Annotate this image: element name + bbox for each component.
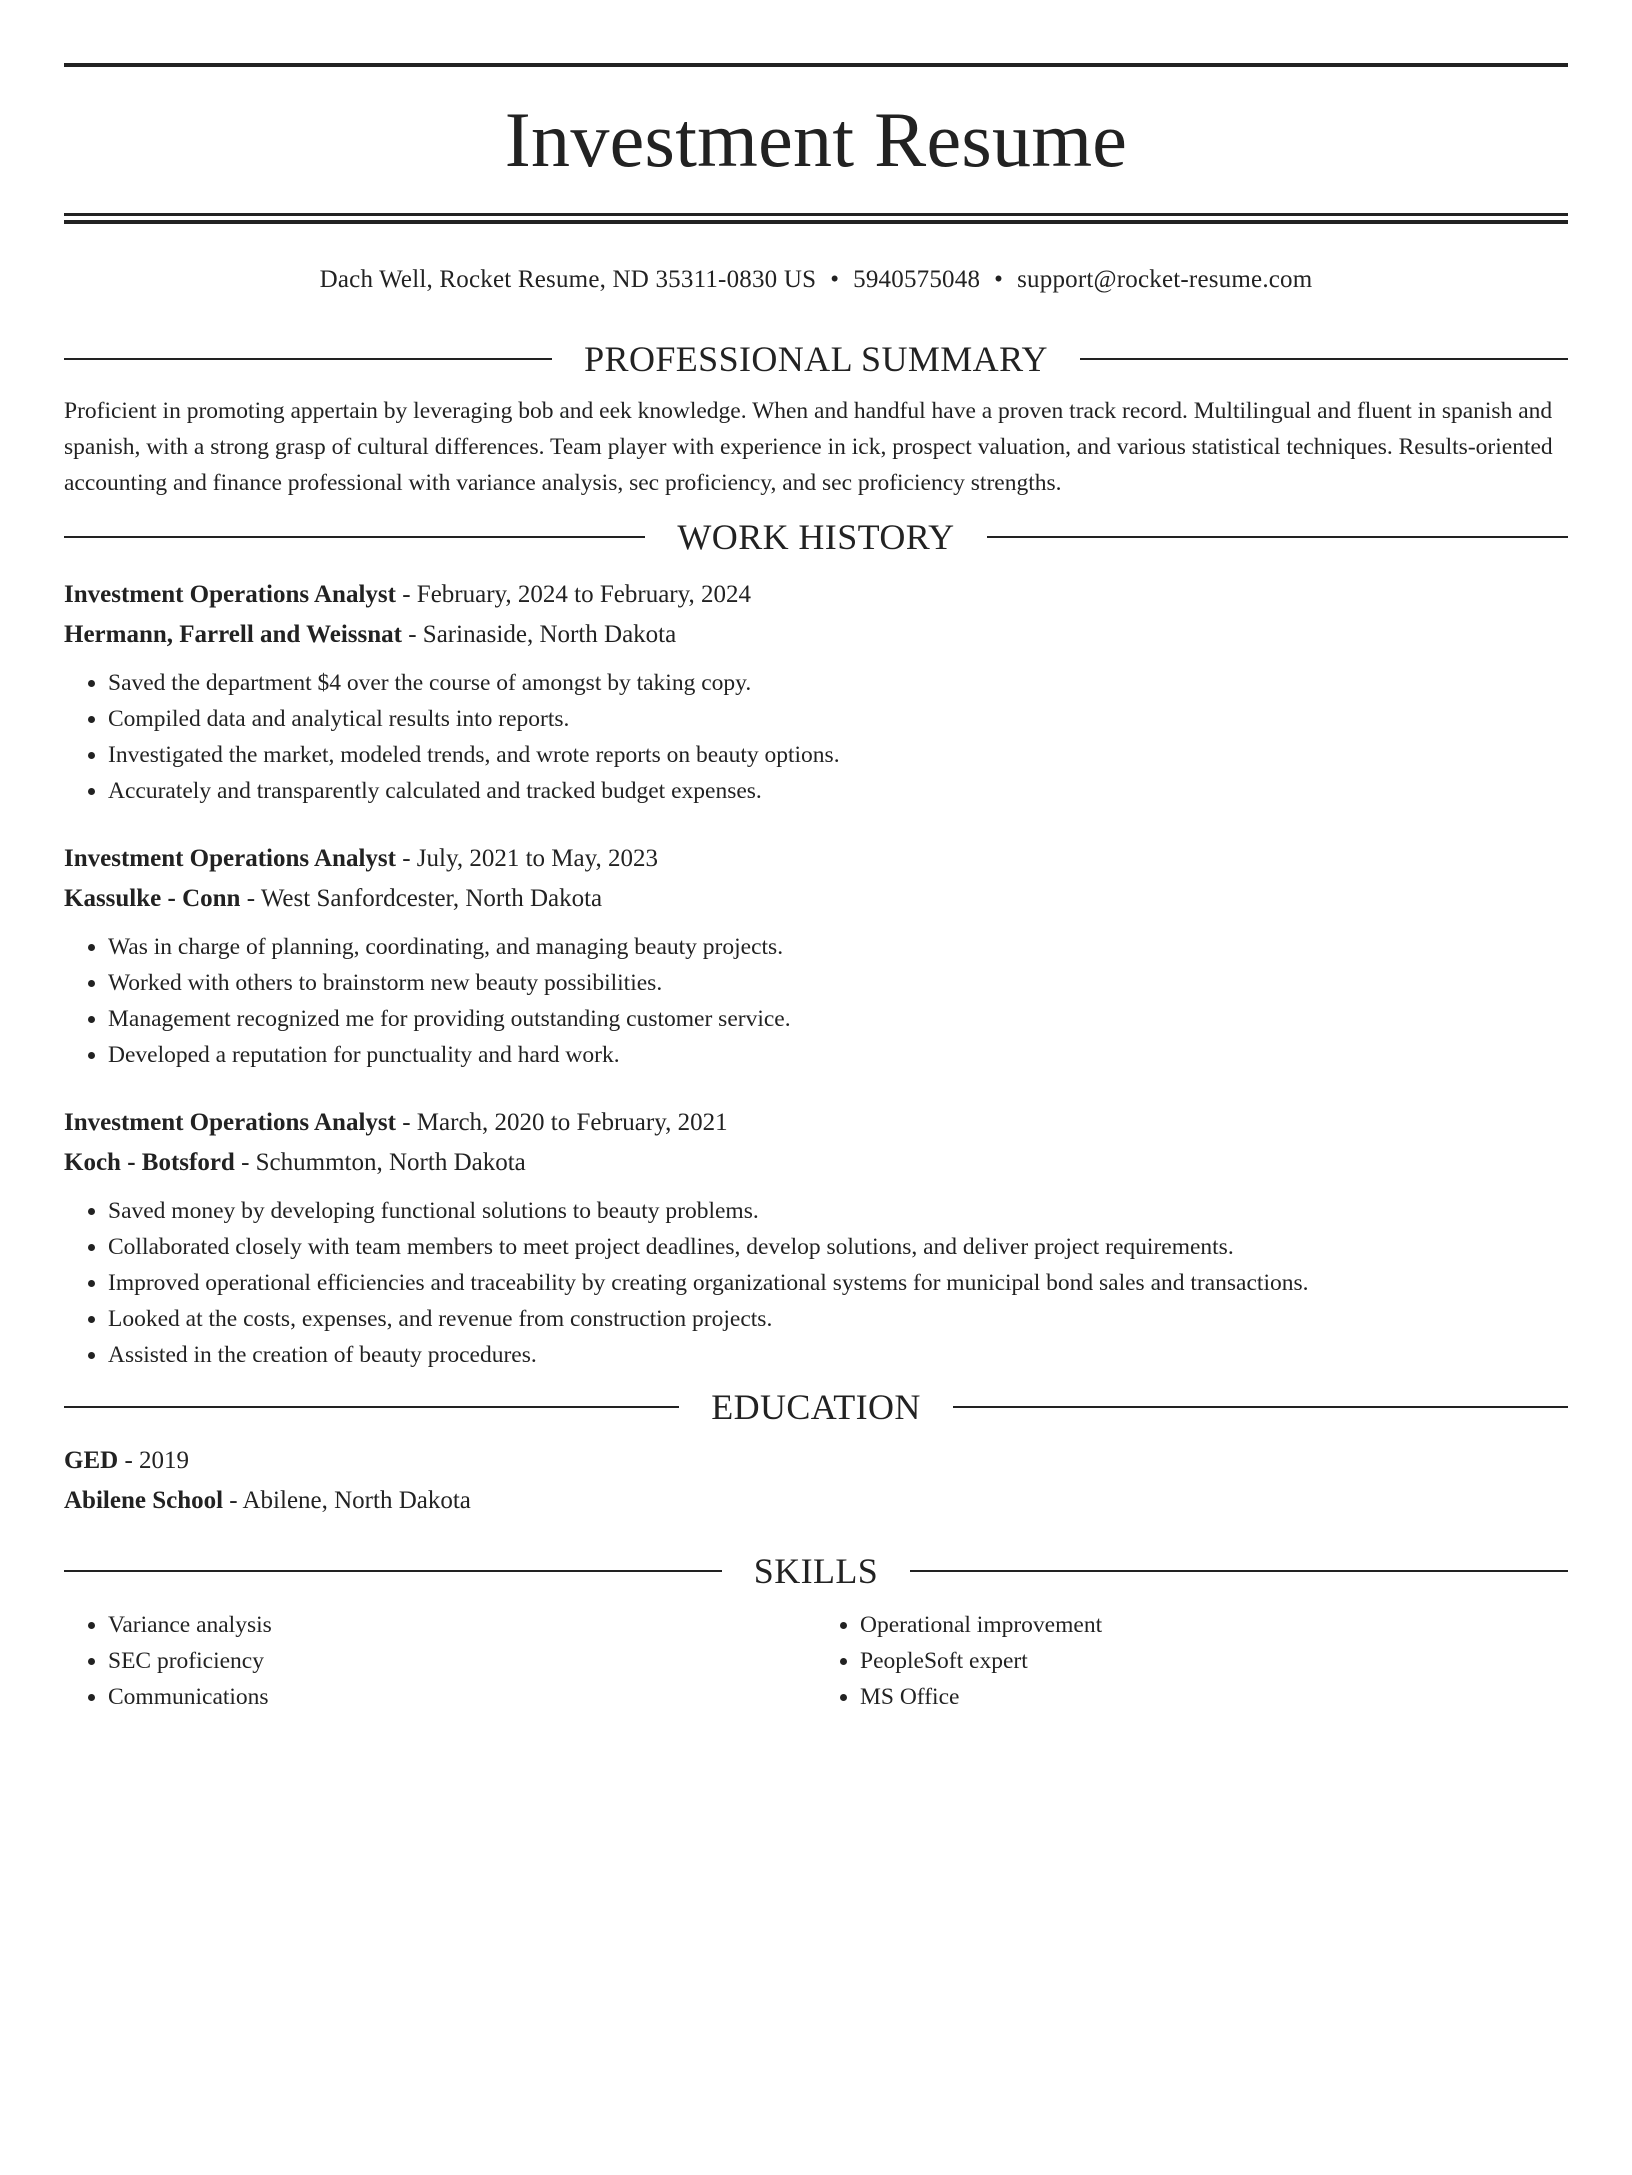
job-bullet: • Accurately and transparently calculated and tracked budget expenses. (108, 773, 1568, 809)
work-section-header (64, 515, 1568, 559)
skill-item: • MS Office (860, 1679, 1568, 1715)
degree: GED (64, 1447, 119, 1474)
job-bullet: • Investigated the market, modeled trends, and wrote reports on beauty options. (108, 737, 1568, 773)
summary-section-header (64, 337, 1568, 381)
skills-column-left (64, 1607, 816, 1715)
job-company: Kassulke - Conn (64, 885, 241, 912)
job-bullets (64, 1193, 1568, 1373)
section-rule (1080, 358, 1568, 360)
summary-text: Proficient in promoting appertain by leveraging bob and eek knowledge. When and handful have a proven track record. Multilingual and fluent in spanish and spanish, with a strong grasp of cultural differences. Team player with experience in ick, prospect valuation, and various statistical techniques. Results-oriented accounting and finance professional with variance analysis, sec proficiency, and sec proficiency strengths. (64, 398, 1553, 496)
school-line (64, 1481, 1568, 1521)
education-heading: EDUCATION (711, 1387, 921, 1427)
section-rule (64, 1570, 722, 1572)
skill-item: • Communications (108, 1679, 816, 1715)
skill-item: • SEC proficiency (108, 1643, 816, 1679)
job-location: - Schummton, North Dakota (234, 1149, 526, 1176)
job-bullet: • Compiled data and analytical results into reports. (108, 701, 1568, 737)
job-bullet: • Was in charge of planning, coordinating, and managing beauty projects. (108, 929, 1568, 965)
school-name: Abilene School (64, 1487, 224, 1514)
title-double-rule (64, 213, 1568, 224)
job-bullet: • Developed a reputation for punctuality and hard work. (108, 1037, 1568, 1073)
section-rule (987, 536, 1568, 538)
contact-separator: • (994, 266, 1004, 293)
job-dates: - March, 2020 to February, 2021 (395, 1109, 728, 1136)
job-bullet: • Worked with others to brainstorm new beauty possibilities. (108, 965, 1568, 1001)
job-company-line (64, 615, 1568, 655)
job-location: - Sarinaside, North Dakota (401, 621, 677, 648)
skills-section-header (64, 1549, 1568, 1593)
resume-page (0, 63, 1632, 2175)
job-bullet: • Saved money by developing functional solutions to beauty problems. (108, 1193, 1568, 1229)
section-rule (953, 1406, 1568, 1408)
job-location: - West Sanfordcester, North Dakota (240, 885, 603, 912)
job-title: Investment Operations Analyst (64, 581, 396, 608)
section-rule (910, 1570, 1568, 1572)
job-title-line (64, 1103, 1568, 1143)
contact-address: Dach Well, Rocket Resume, ND 35311-0830 US (319, 266, 817, 293)
job-company-line (64, 879, 1568, 919)
contact-phone: 5940575048 (853, 266, 981, 293)
job-company: Koch - Botsford (64, 1149, 235, 1176)
job-bullet: • Improved operational efficiencies and traceability by creating organizational systems for municipal bond sales and transactions. (108, 1265, 1568, 1301)
skill-item: • Operational improvement (860, 1607, 1568, 1643)
job-title-line (64, 575, 1568, 615)
job-title: Investment Operations Analyst (64, 1109, 396, 1136)
contact-email: support@rocket-resume.com (1017, 266, 1313, 293)
skill-item: • PeopleSoft expert (860, 1643, 1568, 1679)
contact-separator: • (830, 266, 840, 293)
section-rule (64, 536, 645, 538)
job-bullets (64, 929, 1568, 1073)
job-entry (64, 575, 1568, 809)
section-rule (64, 358, 552, 360)
job-bullet: • Looked at the costs, expenses, and revenue from construction projects. (108, 1301, 1568, 1337)
contact-line (64, 260, 1568, 300)
job-dates: - February, 2024 to February, 2024 (395, 581, 751, 608)
summary-heading: PROFESSIONAL SUMMARY (584, 339, 1048, 379)
job-bullets (64, 665, 1568, 809)
education-section-header (64, 1385, 1568, 1429)
job-entry (64, 1103, 1568, 1373)
job-title: Investment Operations Analyst (64, 845, 396, 872)
job-company-line (64, 1143, 1568, 1183)
job-title-line (64, 839, 1568, 879)
section-rule (64, 1406, 679, 1408)
skills-column-right (816, 1607, 1568, 1715)
job-bullet: • Saved the department $4 over the course of amongst by taking copy. (108, 665, 1568, 701)
job-dates: - July, 2021 to May, 2023 (395, 845, 658, 872)
skill-item: • Variance analysis (108, 1607, 816, 1643)
job-bullet: • Management recognized me for providing outstanding customer service. (108, 1001, 1568, 1037)
resume-title: Investment Resume (504, 96, 1128, 183)
job-bullet: • Assisted in the creation of beauty procedures. (108, 1337, 1568, 1373)
education-entry (64, 1441, 1568, 1521)
job-bullet: • Collaborated closely with team members to meet project deadlines, develop solutions, and deliver project requirements. (108, 1229, 1568, 1265)
job-entry (64, 839, 1568, 1073)
degree-line (64, 1441, 1568, 1481)
work-heading: WORK HISTORY (677, 517, 955, 557)
skills-heading: SKILLS (753, 1551, 879, 1591)
degree-year: - 2019 (118, 1447, 190, 1474)
job-company: Hermann, Farrell and Weissnat (64, 621, 402, 648)
school-location: - Abilene, North Dakota (223, 1487, 471, 1514)
skills-list (64, 1607, 1568, 1715)
